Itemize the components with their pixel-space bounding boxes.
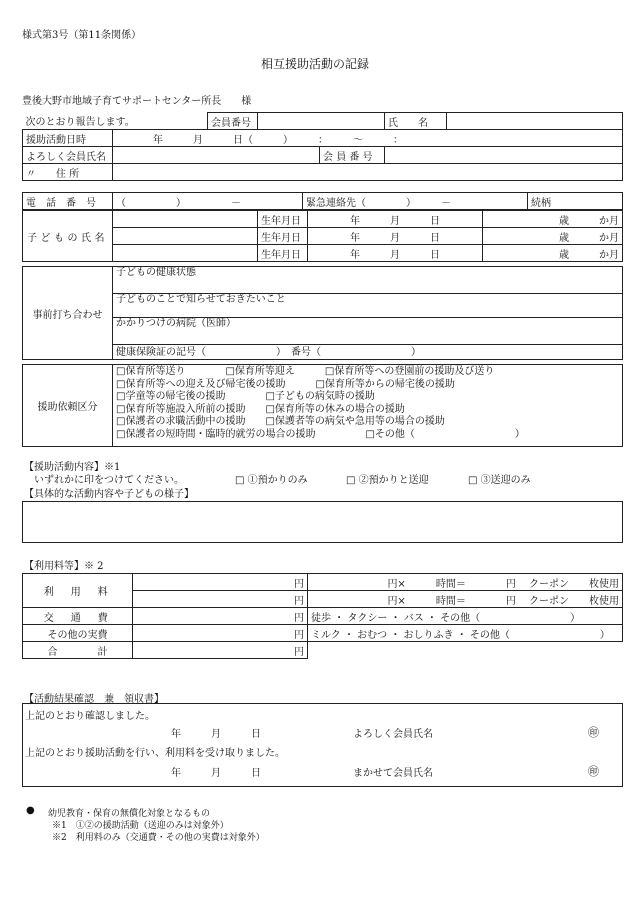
transport-detail[interactable]: 徒歩 ・ タクシー ・ バス ・ その他（ ）	[308, 608, 623, 625]
address-label: 〃 住 所	[23, 164, 113, 181]
request-option-4[interactable]: □保育所等施設入所前の援助 □保育所等の休みの場合の援助	[116, 403, 405, 415]
detail-field[interactable]	[22, 501, 623, 543]
phone-table	[22, 192, 623, 210]
note-1: ※1 ①②の援助活動（送迎のみは対象外）	[52, 821, 229, 831]
option-keep-only[interactable]: □ ①預かりのみ	[235, 475, 308, 486]
signer1-label: よろしく会員氏名	[353, 729, 433, 740]
age-field-3[interactable]: 歳 か月	[483, 245, 623, 262]
receipt-date-1[interactable]: 年 月 日	[171, 729, 261, 740]
usage-calc-1[interactable]: 円× 時間＝ 円 クーポン 枚使用	[308, 574, 623, 591]
pre-meeting-label: 事前打ち合わせ	[23, 267, 113, 360]
seal-icon-2: ㊞	[588, 765, 599, 778]
request-option-3[interactable]: □学童等の帰宅後の援助 □子どもの病気時の援助	[116, 391, 375, 402]
notice-label: 子どものことで知らせておきたいこと	[116, 294, 286, 305]
birth-field-3[interactable]: 年 月 日	[308, 245, 483, 262]
request-option-5[interactable]: □保護者の求職活動中の援助 □保護者等の病気や急用等の場合の援助	[116, 416, 445, 427]
transport-field[interactable]: 円	[133, 608, 308, 625]
member-no-field[interactable]	[258, 113, 385, 130]
receipt-line-1: 上記のとおり確認しました。	[25, 711, 155, 722]
phone-field[interactable]: （ ） －	[113, 193, 303, 210]
phone-label: 電 話 番 号	[23, 193, 113, 210]
request-type-label: 援助依頼区分	[23, 365, 113, 447]
other-cost-field[interactable]: 円	[133, 625, 308, 642]
child-name-field-1[interactable]	[113, 211, 258, 228]
activity-heading: 【援助活動内容】※1	[24, 462, 121, 473]
other-cost-label: その他の実費	[23, 625, 133, 642]
transport-label: 交 通 費	[23, 608, 133, 625]
receipt-heading: 【活動結果確認 兼 領収書】	[24, 694, 164, 705]
address-field[interactable]	[113, 164, 623, 181]
insurance-field[interactable]: 健康保険証の記号（ ） 番号（ ）	[113, 345, 623, 360]
fees-heading: 【利用料等】※ 2	[24, 561, 104, 572]
option-keep-and-transport[interactable]: □ ②預かりと送迎	[346, 475, 429, 486]
report-intro: 次のとおり報告します。	[23, 113, 208, 130]
request-option-6[interactable]: □保護者の短時間・臨時的就労の場合の援助 □その他（ ）	[116, 428, 525, 440]
usage-fee-label: 利 用 料	[23, 574, 133, 608]
usage-calc-2[interactable]: 円× 時間＝ 円 クーポン 枚使用	[308, 591, 623, 608]
activity-date-field[interactable]: 年 月 日（ ） ： ～ ：	[113, 130, 623, 147]
fees-table	[22, 573, 623, 659]
addressee: 豊後大野市地域子育てサポートセンター所長 様	[22, 96, 252, 107]
birth-label-3: 生年月日	[258, 245, 308, 262]
receipt-line-2: 上記のとおり援助活動を行い、利用料を受け取りました。	[25, 748, 285, 759]
request-option-2[interactable]: □保育所等への迎え及び帰宅後の援助 □保育所等からの帰宅後の援助	[116, 378, 455, 390]
hospital-field[interactable]	[113, 318, 623, 345]
notice-field[interactable]	[113, 294, 623, 318]
total-field[interactable]: 円	[133, 642, 308, 659]
seal-icon-1: ㊞	[588, 726, 599, 739]
hospital-label: かかりつけの病院（医師）	[116, 318, 236, 329]
option-transport-only[interactable]: □ ③送迎のみ	[468, 475, 531, 486]
request-options	[113, 365, 623, 447]
receipt-box	[22, 703, 623, 787]
member-no2-label: 会 員 番 号	[320, 147, 385, 164]
pre-meeting-table	[22, 266, 623, 360]
name-label: 氏 名	[385, 113, 447, 130]
usage-fee-field-1[interactable]: 円	[133, 574, 308, 591]
total-label: 合 計	[23, 642, 133, 659]
child-name-label: 子どもの氏名	[23, 211, 113, 262]
other-cost-detail[interactable]: ミルク ・ おむつ ・ おしりふき ・ その他（ ）	[308, 625, 623, 642]
usage-fee-field-2[interactable]: 円	[133, 591, 308, 608]
member-no-label: 会員番号	[208, 113, 258, 130]
activity-instruction: いずれかに印をつけてください。	[34, 475, 184, 486]
receipt-date-2[interactable]: 年 月 日	[171, 768, 261, 779]
member-no2-field[interactable]	[385, 147, 623, 164]
birth-field-2[interactable]: 年 月 日	[308, 228, 483, 245]
bullet-icon: ●	[26, 805, 35, 816]
emergency-field[interactable]: 緊急連絡先（ ） －	[303, 193, 528, 210]
birth-field-1[interactable]: 年 月 日	[308, 211, 483, 228]
requester-name-field[interactable]	[113, 147, 320, 164]
page-title: 相互援助活動の記録	[260, 57, 369, 71]
health-label: 子どもの健康状態	[116, 267, 196, 278]
activity-record-table	[22, 112, 623, 181]
child-table	[22, 210, 623, 262]
name-field[interactable]	[447, 113, 623, 130]
birth-label-1: 生年月日	[258, 211, 308, 228]
notes-title: 幼児教育・保育の無償化対象となるもの	[48, 809, 211, 819]
child-name-field-2[interactable]	[113, 228, 258, 245]
relation-field[interactable]: 続柄	[528, 193, 623, 210]
request-option-1[interactable]: □保育所等送り □保育所等迎え □保育所等への登園前の援助及び送り	[116, 366, 495, 377]
requester-name-label: よろしく会員氏名	[23, 147, 113, 164]
birth-label-2: 生年月日	[258, 228, 308, 245]
form-number: 様式第3号（第11条関係）	[22, 30, 142, 41]
detail-heading: 【具体的な活動内容や子どもの様子】	[24, 489, 194, 500]
age-field-1[interactable]: 歳 か月	[483, 211, 623, 228]
request-type-table	[22, 364, 623, 447]
health-field[interactable]	[113, 267, 623, 294]
age-field-2[interactable]: 歳 か月	[483, 228, 623, 245]
activity-date-label: 援助活動日時	[23, 130, 113, 147]
child-name-field-3[interactable]	[113, 245, 258, 262]
signer2-label: まかせて会員氏名	[353, 768, 433, 779]
note-2: ※2 利用料のみ（交通費・その他の実費は対象外）	[52, 833, 265, 843]
